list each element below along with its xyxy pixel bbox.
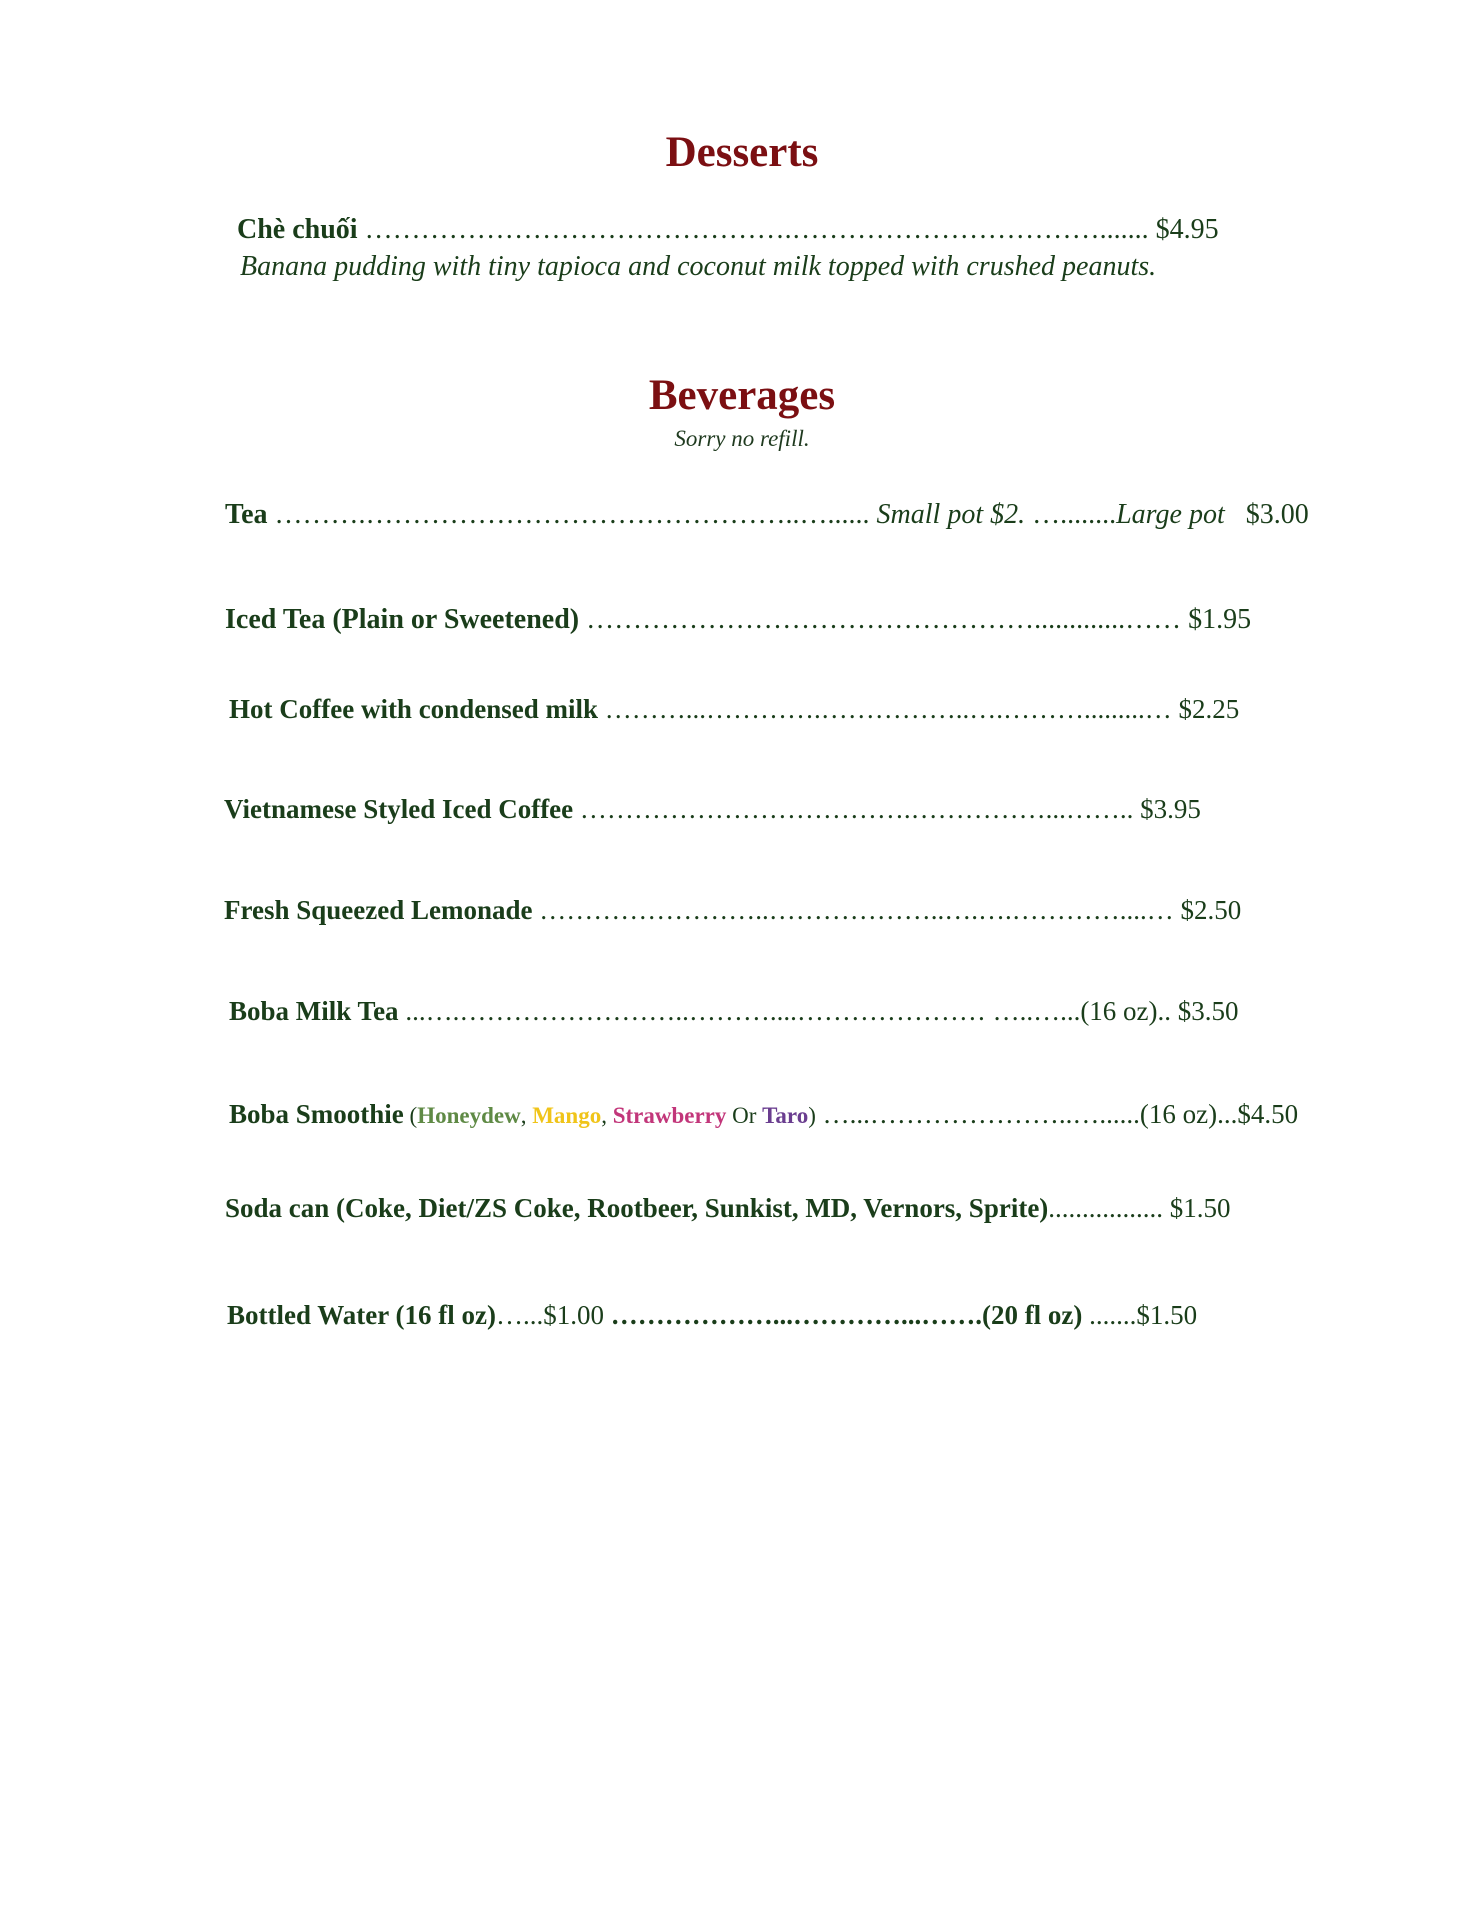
item-price: $3.50 bbox=[1171, 996, 1239, 1026]
item-price: $4.95 bbox=[1148, 214, 1219, 245]
menu-item-che-chuoi bbox=[237, 214, 1219, 246]
item-size: (16 oz).. bbox=[1080, 996, 1172, 1026]
dot-leader: ……………………………………….……………………………....... bbox=[357, 214, 1149, 245]
large-pot-price: $3.00 bbox=[1224, 499, 1309, 530]
menu-item-boba-milk-tea bbox=[229, 996, 1239, 1027]
small-pot-price: Small pot $2. bbox=[869, 499, 1026, 530]
item-price: $3.95 bbox=[1133, 794, 1201, 824]
dot-leader: …... bbox=[495, 1300, 544, 1330]
menu-item-tea bbox=[225, 499, 1309, 531]
item-name: Hot Coffee with condensed milk bbox=[229, 694, 598, 724]
beverages-heading: Beverages bbox=[648, 372, 836, 419]
dot-leader: ……………………..………………..….….…………....… bbox=[532, 895, 1174, 925]
menu-item-lemonade bbox=[224, 895, 1241, 926]
dot-leader: ………………………………………….............…… bbox=[579, 604, 1182, 635]
item-price: $2.25 bbox=[1171, 694, 1240, 724]
dot-leader: ................. bbox=[1048, 1193, 1164, 1223]
flavor-strawberry: Strawberry bbox=[612, 1103, 727, 1128]
large-pot-label: Large pot bbox=[1116, 499, 1225, 530]
dot-leader: …........ bbox=[1025, 499, 1117, 530]
menu-item-soda-can bbox=[225, 1193, 1231, 1224]
item-name: Boba Milk Tea bbox=[229, 996, 399, 1026]
item-name: Tea bbox=[225, 499, 268, 530]
no-refill-note: Sorry no refill. bbox=[674, 426, 810, 451]
menu-item-vietnamese-iced-coffee bbox=[224, 794, 1201, 825]
large-bottle-size: (20 fl oz) bbox=[981, 1300, 1083, 1330]
paren-close: ) bbox=[808, 1103, 816, 1128]
desserts-heading: Desserts bbox=[665, 129, 819, 176]
dot-leader: ……….………………………………………..…...... bbox=[267, 499, 870, 530]
menu-item-hot-coffee bbox=[229, 694, 1239, 725]
item-price: $1.50 bbox=[1163, 1193, 1231, 1223]
small-bottle-price: $1.00 bbox=[543, 1300, 604, 1330]
item-price: $4.50 bbox=[1237, 1099, 1299, 1129]
item-name: Soda can (Coke, Diet/ZS Coke, Rootbeer, Sunkist, MD, Vernors, Sprite) bbox=[225, 1193, 1049, 1223]
item-name: Vietnamese Styled Iced Coffee bbox=[224, 794, 574, 824]
menu-item-bottled-water bbox=[227, 1300, 1197, 1331]
item-name: Chè chuối bbox=[237, 214, 358, 245]
paren-open: ( bbox=[403, 1103, 418, 1128]
item-description: Banana pudding with tiny tapioca and coconut milk topped with crushed peanuts. bbox=[240, 251, 1157, 282]
item-name: Boba Smoothie bbox=[229, 1099, 404, 1129]
item-name: Iced Tea (Plain or Sweetened) bbox=[225, 604, 580, 635]
separator: , bbox=[520, 1103, 533, 1128]
menu-item-boba-smoothie bbox=[229, 1099, 1298, 1130]
menu-item-iced-tea bbox=[225, 604, 1251, 636]
item-size: (16 oz)... bbox=[1139, 1099, 1238, 1129]
flavor-honeydew: Honeydew bbox=[417, 1103, 521, 1128]
item-name: Bottled Water (16 fl oz) bbox=[227, 1300, 496, 1330]
dot-leader: ....... bbox=[1082, 1300, 1137, 1330]
separator: , bbox=[601, 1103, 613, 1128]
item-price: $2.50 bbox=[1173, 895, 1242, 925]
flavor-mango: Mango bbox=[532, 1103, 602, 1128]
item-name: Fresh Squeezed Lemonade bbox=[224, 895, 533, 925]
flavor-taro: Taro bbox=[762, 1103, 809, 1128]
dot-leader: ...….……………………..………....………………… …..…... bbox=[398, 996, 1081, 1026]
dot-leader: ………...………….……………..….……….........… bbox=[597, 694, 1172, 724]
dot-leader: …...…………………..…...... bbox=[815, 1099, 1140, 1129]
item-price: $1.95 bbox=[1181, 604, 1252, 635]
large-bottle-price: $1.50 bbox=[1136, 1300, 1198, 1330]
or-text: Or bbox=[726, 1103, 763, 1128]
dot-leader: ……………………………….……………...…….. bbox=[573, 794, 1134, 824]
dot-leader: ………………...…………...……. bbox=[603, 1300, 982, 1330]
